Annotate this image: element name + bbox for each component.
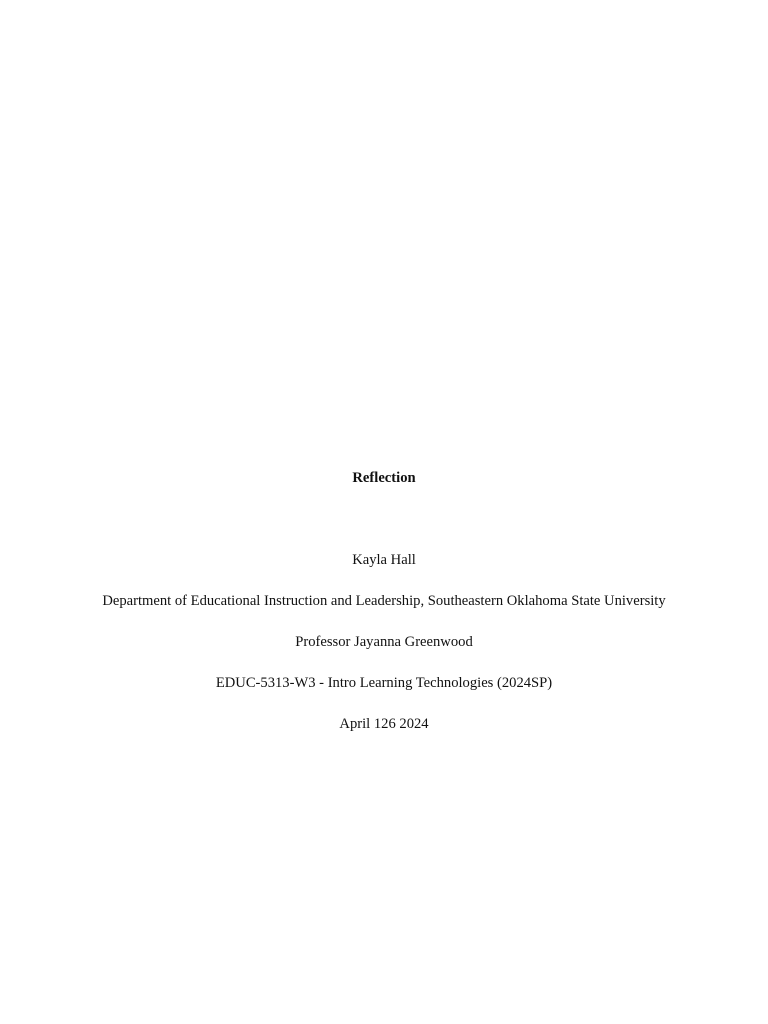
submission-date: April 126 2024 <box>339 716 429 732</box>
professor-name: Professor Jayanna Greenwood <box>295 634 473 650</box>
paper-title: Reflection <box>352 470 416 486</box>
author-affiliation: Department of Educational Instruction and Leadership, Southeastern Oklahoma State University <box>102 593 666 609</box>
course-name: EDUC-5313-W3 - Intro Learning Technologies (2024SP) <box>215 675 553 691</box>
author-name: Kayla Hall <box>352 552 416 568</box>
